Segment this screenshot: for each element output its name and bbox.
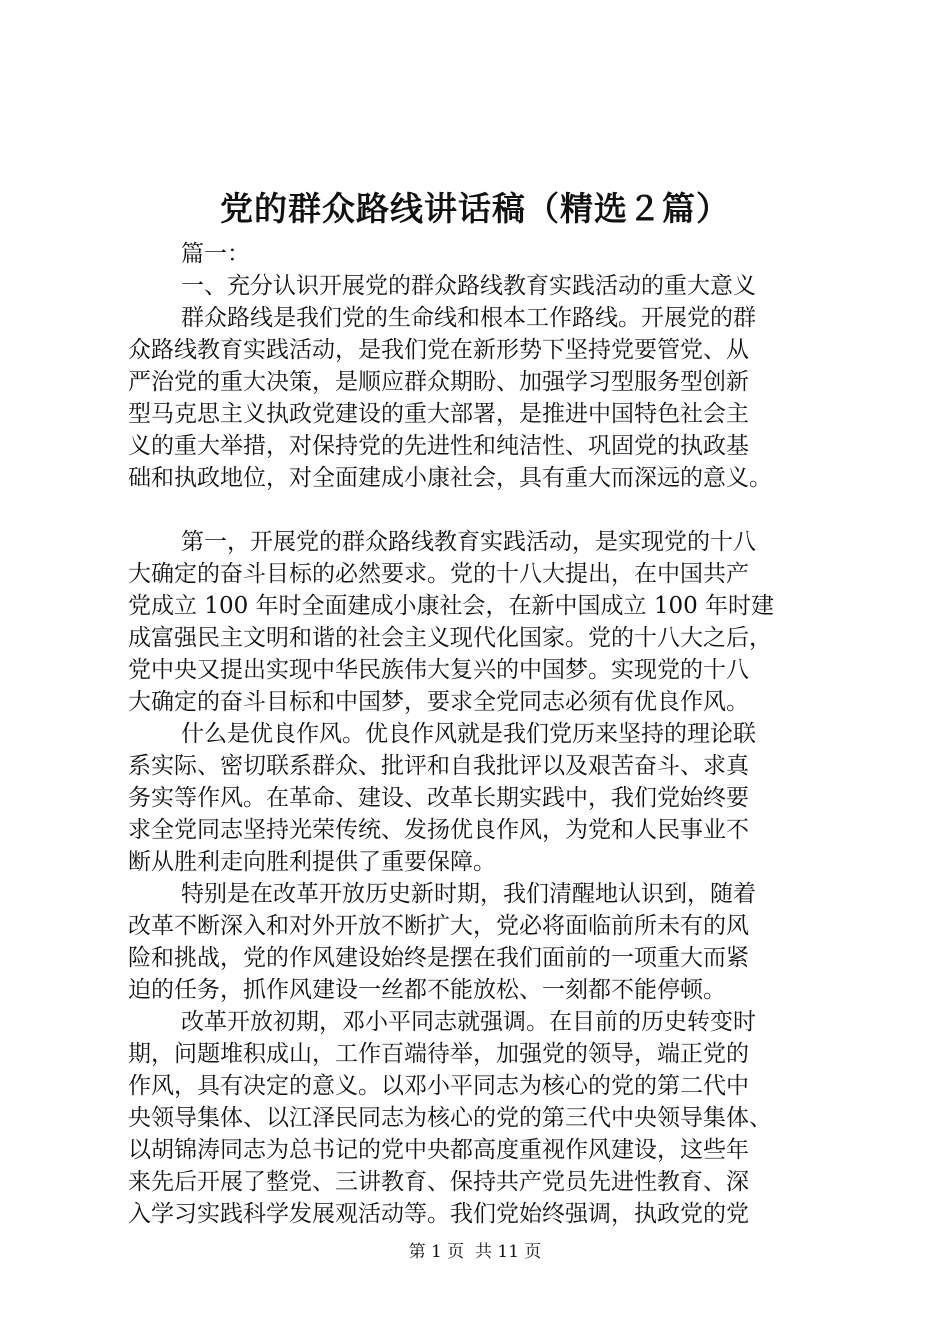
page-footer: 第 1 页 共 11 页	[408, 1242, 542, 1262]
paragraph-line: 大确定的奋斗目标和中国梦，要求全党同志必须有优良作风。	[128, 689, 749, 715]
paragraph-line: 迫的任务，抓作风建设一丝都不能放松、一刻都不能停顿。	[128, 977, 726, 1003]
paragraph-line: 断从胜利走向胜利提供了重要保障。	[128, 849, 496, 875]
document-body	[128, 238, 838, 1230]
paragraph-line: 务实等作风。在革命、建设、改革长期实践中，我们党始终要	[128, 785, 749, 811]
paragraph-line: 成富强民主文明和谐的社会主义现代化国家。党的十八大之后，	[128, 625, 772, 651]
paragraph-line: 础和执政地位，对全面建成小康社会，具有重大而深远的意义。	[128, 465, 772, 491]
paragraph-line: 党成立 100 年时全面建成小康社会，在新中国成立 100 年时建	[128, 593, 775, 619]
subsection-heading: 一、充分认识开展党的群众路线教育实践活动的重大意义	[181, 273, 756, 299]
document-title: 党的群众路线讲话稿（精选２篇）	[220, 189, 730, 228]
section-heading: 篇一：	[181, 241, 250, 267]
paragraph-line: 严治党的重大决策，是顺应群众期盼、加强学习型服务型创新	[128, 369, 749, 395]
paragraph-line: 期，问题堆积成山，工作百端待举，加强党的领导，端正党的	[128, 1041, 749, 1067]
paragraph-line: 系实际、密切联系群众、批评和自我批评以及艰苦奋斗、求真	[128, 753, 749, 779]
paragraph-line: 险和挑战，党的作风建设始终是摆在我们面前的一项重大而紧	[128, 945, 749, 971]
paragraph-line: 义的重大举措，对保持党的先进性和纯洁性、巩固党的执政基	[128, 433, 749, 459]
paragraph-line: 求全党同志坚持光荣传统、发扬优良作风，为党和人民事业不	[128, 817, 749, 843]
paragraph-line: 改革开放初期，邓小平同志就强调。在目前的历史转变时	[181, 1009, 756, 1035]
paragraph-line: 央领导集体、以江泽民同志为核心的党的第三代中央领导集体、	[128, 1105, 772, 1131]
paragraph-line: 党中央又提出实现中华民族伟大复兴的中国梦。实现党的十八	[128, 657, 749, 683]
paragraph-line: 特别是在改革开放历史新时期，我们清醒地认识到，随着	[181, 881, 756, 907]
paragraph-line: 入学习实践科学发展观活动等。我们党始终强调，执政党的党	[128, 1201, 749, 1227]
blank-line	[128, 494, 838, 526]
paragraph-line: 型马克思主义执政党建设的重大部署，是推进中国特色社会主	[128, 401, 749, 427]
paragraph-line: 以胡锦涛同志为总书记的党中央都高度重视作风建设，这些年	[128, 1137, 749, 1163]
paragraph-line: 来先后开展了整党、三讲教育、保持共产党员先进性教育、深	[128, 1169, 749, 1195]
paragraph-line: 群众路线是我们党的生命线和根本工作路线。开展党的群	[181, 305, 756, 331]
paragraph-line: 第一，开展党的群众路线教育实践活动，是实现党的十八	[181, 529, 756, 555]
paragraph-line: 作风，具有决定的意义。以邓小平同志为核心的党的第二代中	[128, 1073, 749, 1099]
paragraph-line: 大确定的奋斗目标的必然要求。党的十八大提出，在中国共产	[128, 561, 749, 587]
paragraph-line: 什么是优良作风。优良作风就是我们党历来坚持的理论联	[181, 721, 756, 747]
paragraph-line: 众路线教育实践活动，是我们党在新形势下坚持党要管党、从	[128, 337, 749, 363]
paragraph-line: 改革不断深入和对外开放不断扩大，党必将面临前所未有的风	[128, 913, 749, 939]
